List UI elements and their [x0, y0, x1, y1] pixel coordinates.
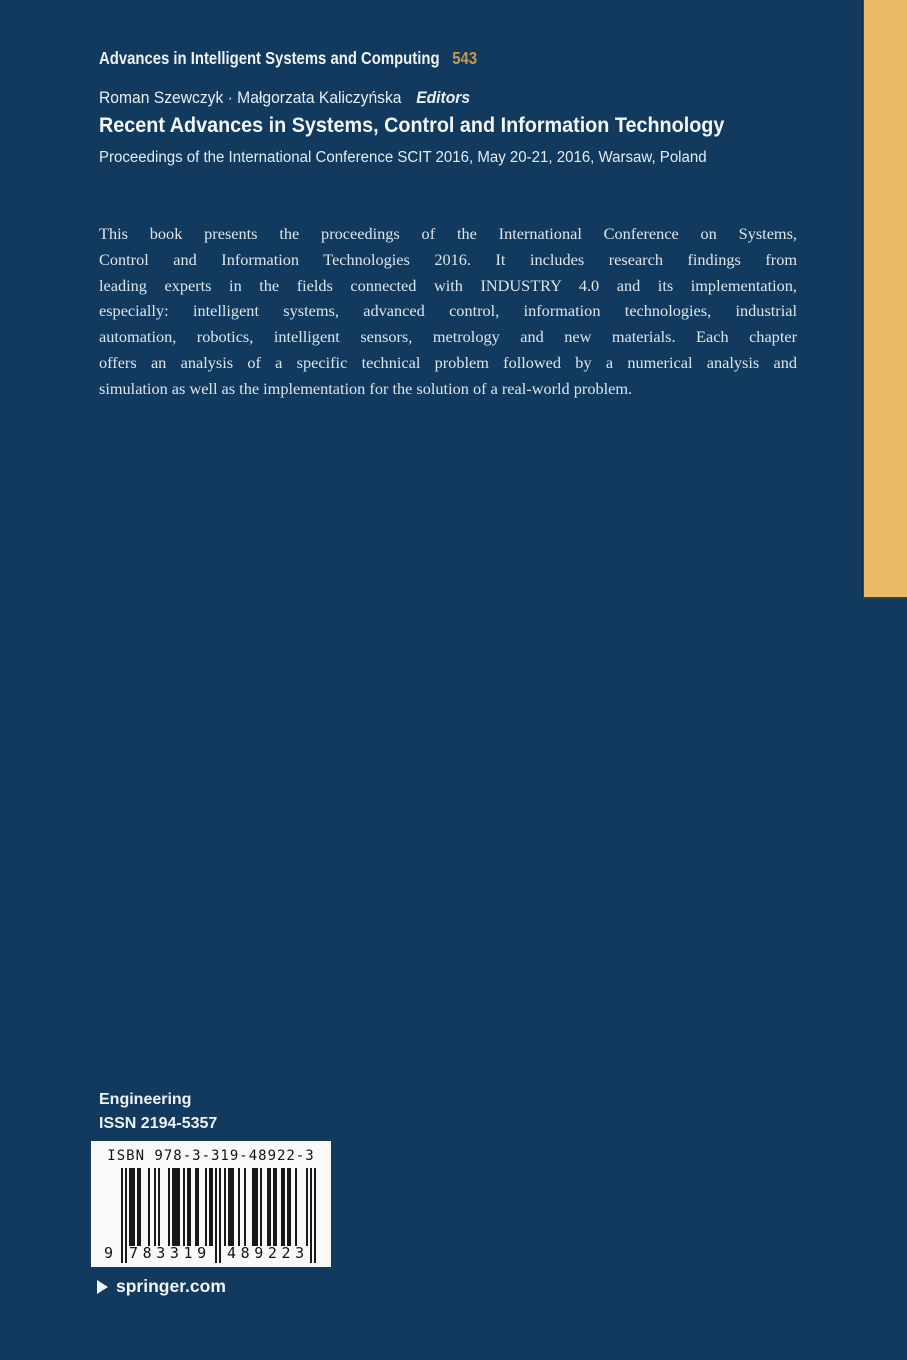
description-line: leading experts in the fields connected with INDUSTRY 4.0 and its implementation,: [99, 275, 797, 295]
description-line: automation, robotics, intelligent sensors, metrology and new materials. Each chapter: [99, 327, 797, 347]
book-title: Recent Advances in Systems, Control and Information Technology: [99, 113, 725, 137]
issn-label: ISSN 2194-5357: [99, 1115, 218, 1132]
cover-flap-stripe: [863, 0, 907, 599]
barcode-digit-lead: 9: [104, 1244, 114, 1262]
editor-names: Roman Szewczyk · Małgorzata Kaliczyńska: [99, 88, 402, 107]
series-name: Advances in Intelligent Systems and Computing: [99, 48, 440, 68]
barcode-digits-right: 489223: [227, 1244, 309, 1262]
springer-url: springer.com: [116, 1276, 226, 1296]
book-description: [99, 221, 797, 402]
description-line: This book presents the proceedings of the International Conference on Systems,: [99, 224, 797, 243]
series-line: [99, 48, 544, 69]
book-subtitle: Proceedings of the International Conference SCIT 2016, May 20-21, 2016, Warsaw, Poland: [99, 149, 707, 166]
isbn-barcode: [91, 1141, 331, 1267]
description-line: Control and Information Technologies 2016. It includes research findings from: [99, 249, 797, 269]
description-line: offers an analysis of a specific technical problem followed by a numerical analysis and: [99, 352, 797, 372]
editors-role-label: Editors: [416, 88, 471, 107]
publisher-footer: [97, 1276, 226, 1297]
series-volume: 543: [452, 48, 478, 68]
category-label: Engineering: [99, 1091, 192, 1108]
editors-line: [99, 88, 502, 108]
springer-arrow-icon: [97, 1280, 108, 1294]
barcode-digits-left: 783319: [129, 1244, 211, 1262]
description-line: especially: intelligent systems, advanced control, information technologies, industrial: [99, 301, 797, 321]
description-line: simulation as well as the implementation for the solution of a real-world problem.: [99, 378, 633, 398]
isbn-label: ISBN 978-3-319-48922-3: [107, 1148, 315, 1164]
